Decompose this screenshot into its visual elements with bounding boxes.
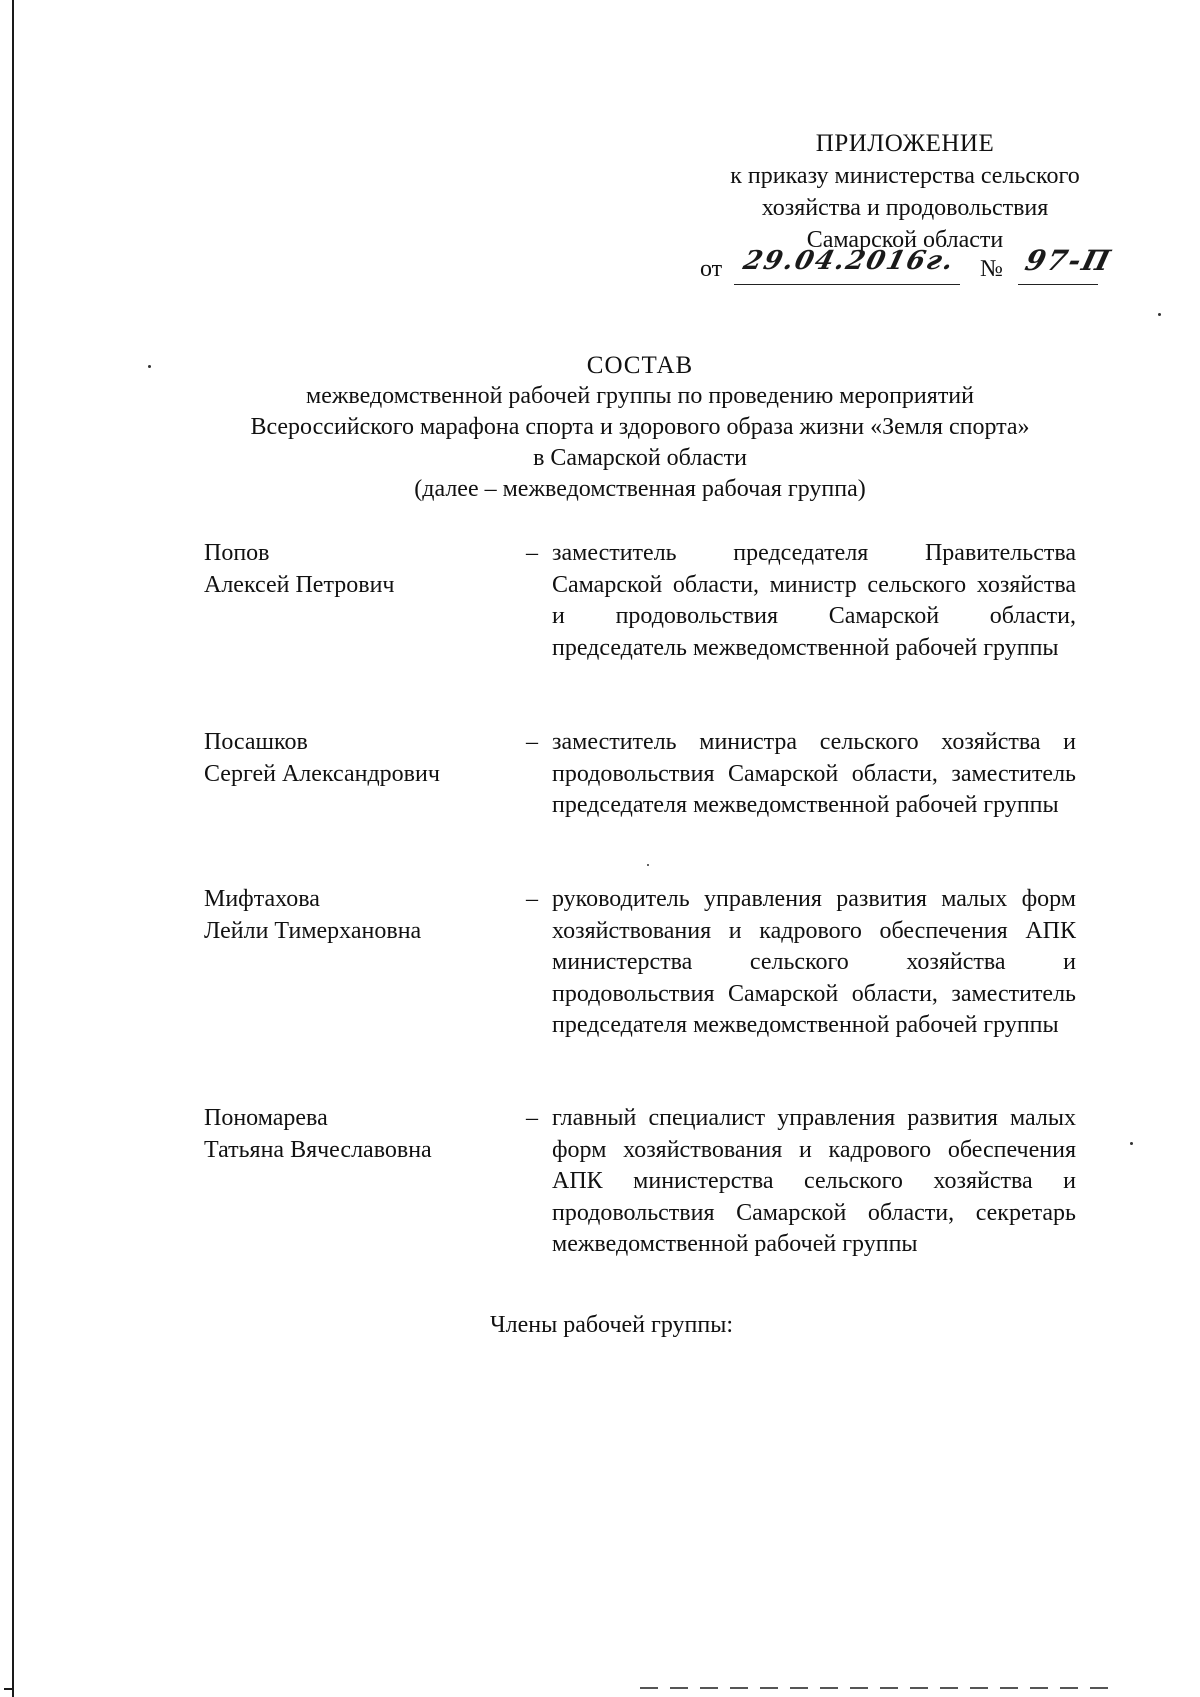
number-label: №	[980, 256, 1003, 282]
date-field	[734, 246, 960, 285]
appendix-line: к приказу министерства сельского	[730, 163, 1080, 189]
member-surname: Мифтахова	[204, 886, 320, 912]
member-given-names: Алексей Петрович	[204, 571, 395, 598]
appendix-line: Самарской области	[806, 227, 1004, 253]
handwritten-number: 97-П	[1021, 244, 1116, 277]
scan-speck	[148, 365, 151, 368]
member-surname: Попов	[204, 540, 270, 566]
composition-line: (далее – межведомственная рабочая группа)	[414, 476, 866, 502]
member-role: руководитель управления развития малых форм хозяйствования и кадрового обеспечения АПК министерства сельского хозяйства и продовольствия Самарской области, заместитель председателя межведомственной рабочей группы	[552, 886, 1076, 1038]
appendix-header	[690, 128, 1120, 256]
member-surname: Пономарева	[204, 1105, 328, 1131]
member-given-names: Сергей Александрович	[204, 760, 440, 787]
member-given-names: Лейли Тимерхановна	[204, 917, 422, 944]
appendix-title: ПРИЛОЖЕНИЕ	[815, 130, 995, 157]
composition-line: Всероссийского марафона спорта и здорового образа жизни «Земля спорта»	[250, 414, 1030, 440]
member-name	[204, 1103, 504, 1166]
member-dash: –	[526, 886, 538, 912]
member-dash: –	[526, 540, 538, 566]
handwritten-date: 29.04.2016г.	[740, 246, 959, 276]
scan-speck	[647, 864, 649, 866]
number-field	[1018, 244, 1116, 285]
composition-line: в Самарской области	[533, 445, 747, 471]
member-name	[204, 538, 504, 601]
scan-speck	[1158, 313, 1161, 316]
members-subheading: Члены рабочей группы:	[490, 1312, 734, 1338]
member-role: заместитель министра сельского хозяйства и продовольствия Самарской области, заместитель председателя межведомственной рабочей группы	[552, 729, 1076, 818]
member-name	[204, 884, 504, 947]
composition-heading: СОСТАВ	[586, 352, 694, 379]
member-name	[204, 727, 504, 790]
member-dash: –	[526, 729, 538, 755]
member-role: заместитель председателя Правительства Самарской области, министр сельского хозяйства и продовольствия Самарской области, председатель межведомственной рабочей группы	[552, 540, 1076, 661]
appendix-line: хозяйства и продовольствия	[761, 195, 1049, 221]
composition-heading-block	[190, 350, 1090, 505]
order-reference	[700, 244, 1120, 290]
scan-corner-mark	[4, 1688, 14, 1690]
member-dash: –	[526, 1105, 538, 1131]
member-surname: Посашков	[204, 729, 308, 755]
scan-edge-line	[12, 0, 14, 1697]
member-given-names: Татьяна Вячеславовна	[204, 1136, 432, 1163]
from-label: от	[700, 256, 723, 282]
scan-bottom-artifact	[640, 1687, 1120, 1689]
composition-line: межведомственной рабочей группы по проведению мероприятий	[306, 383, 974, 409]
scan-speck	[1130, 1142, 1133, 1145]
member-role: главный специалист управления развития малых форм хозяйствования и кадрового обеспечения АПК министерства сельского хозяйства и продовольствия Самарской области, секретарь межведомственной рабочей группы	[552, 1105, 1076, 1257]
